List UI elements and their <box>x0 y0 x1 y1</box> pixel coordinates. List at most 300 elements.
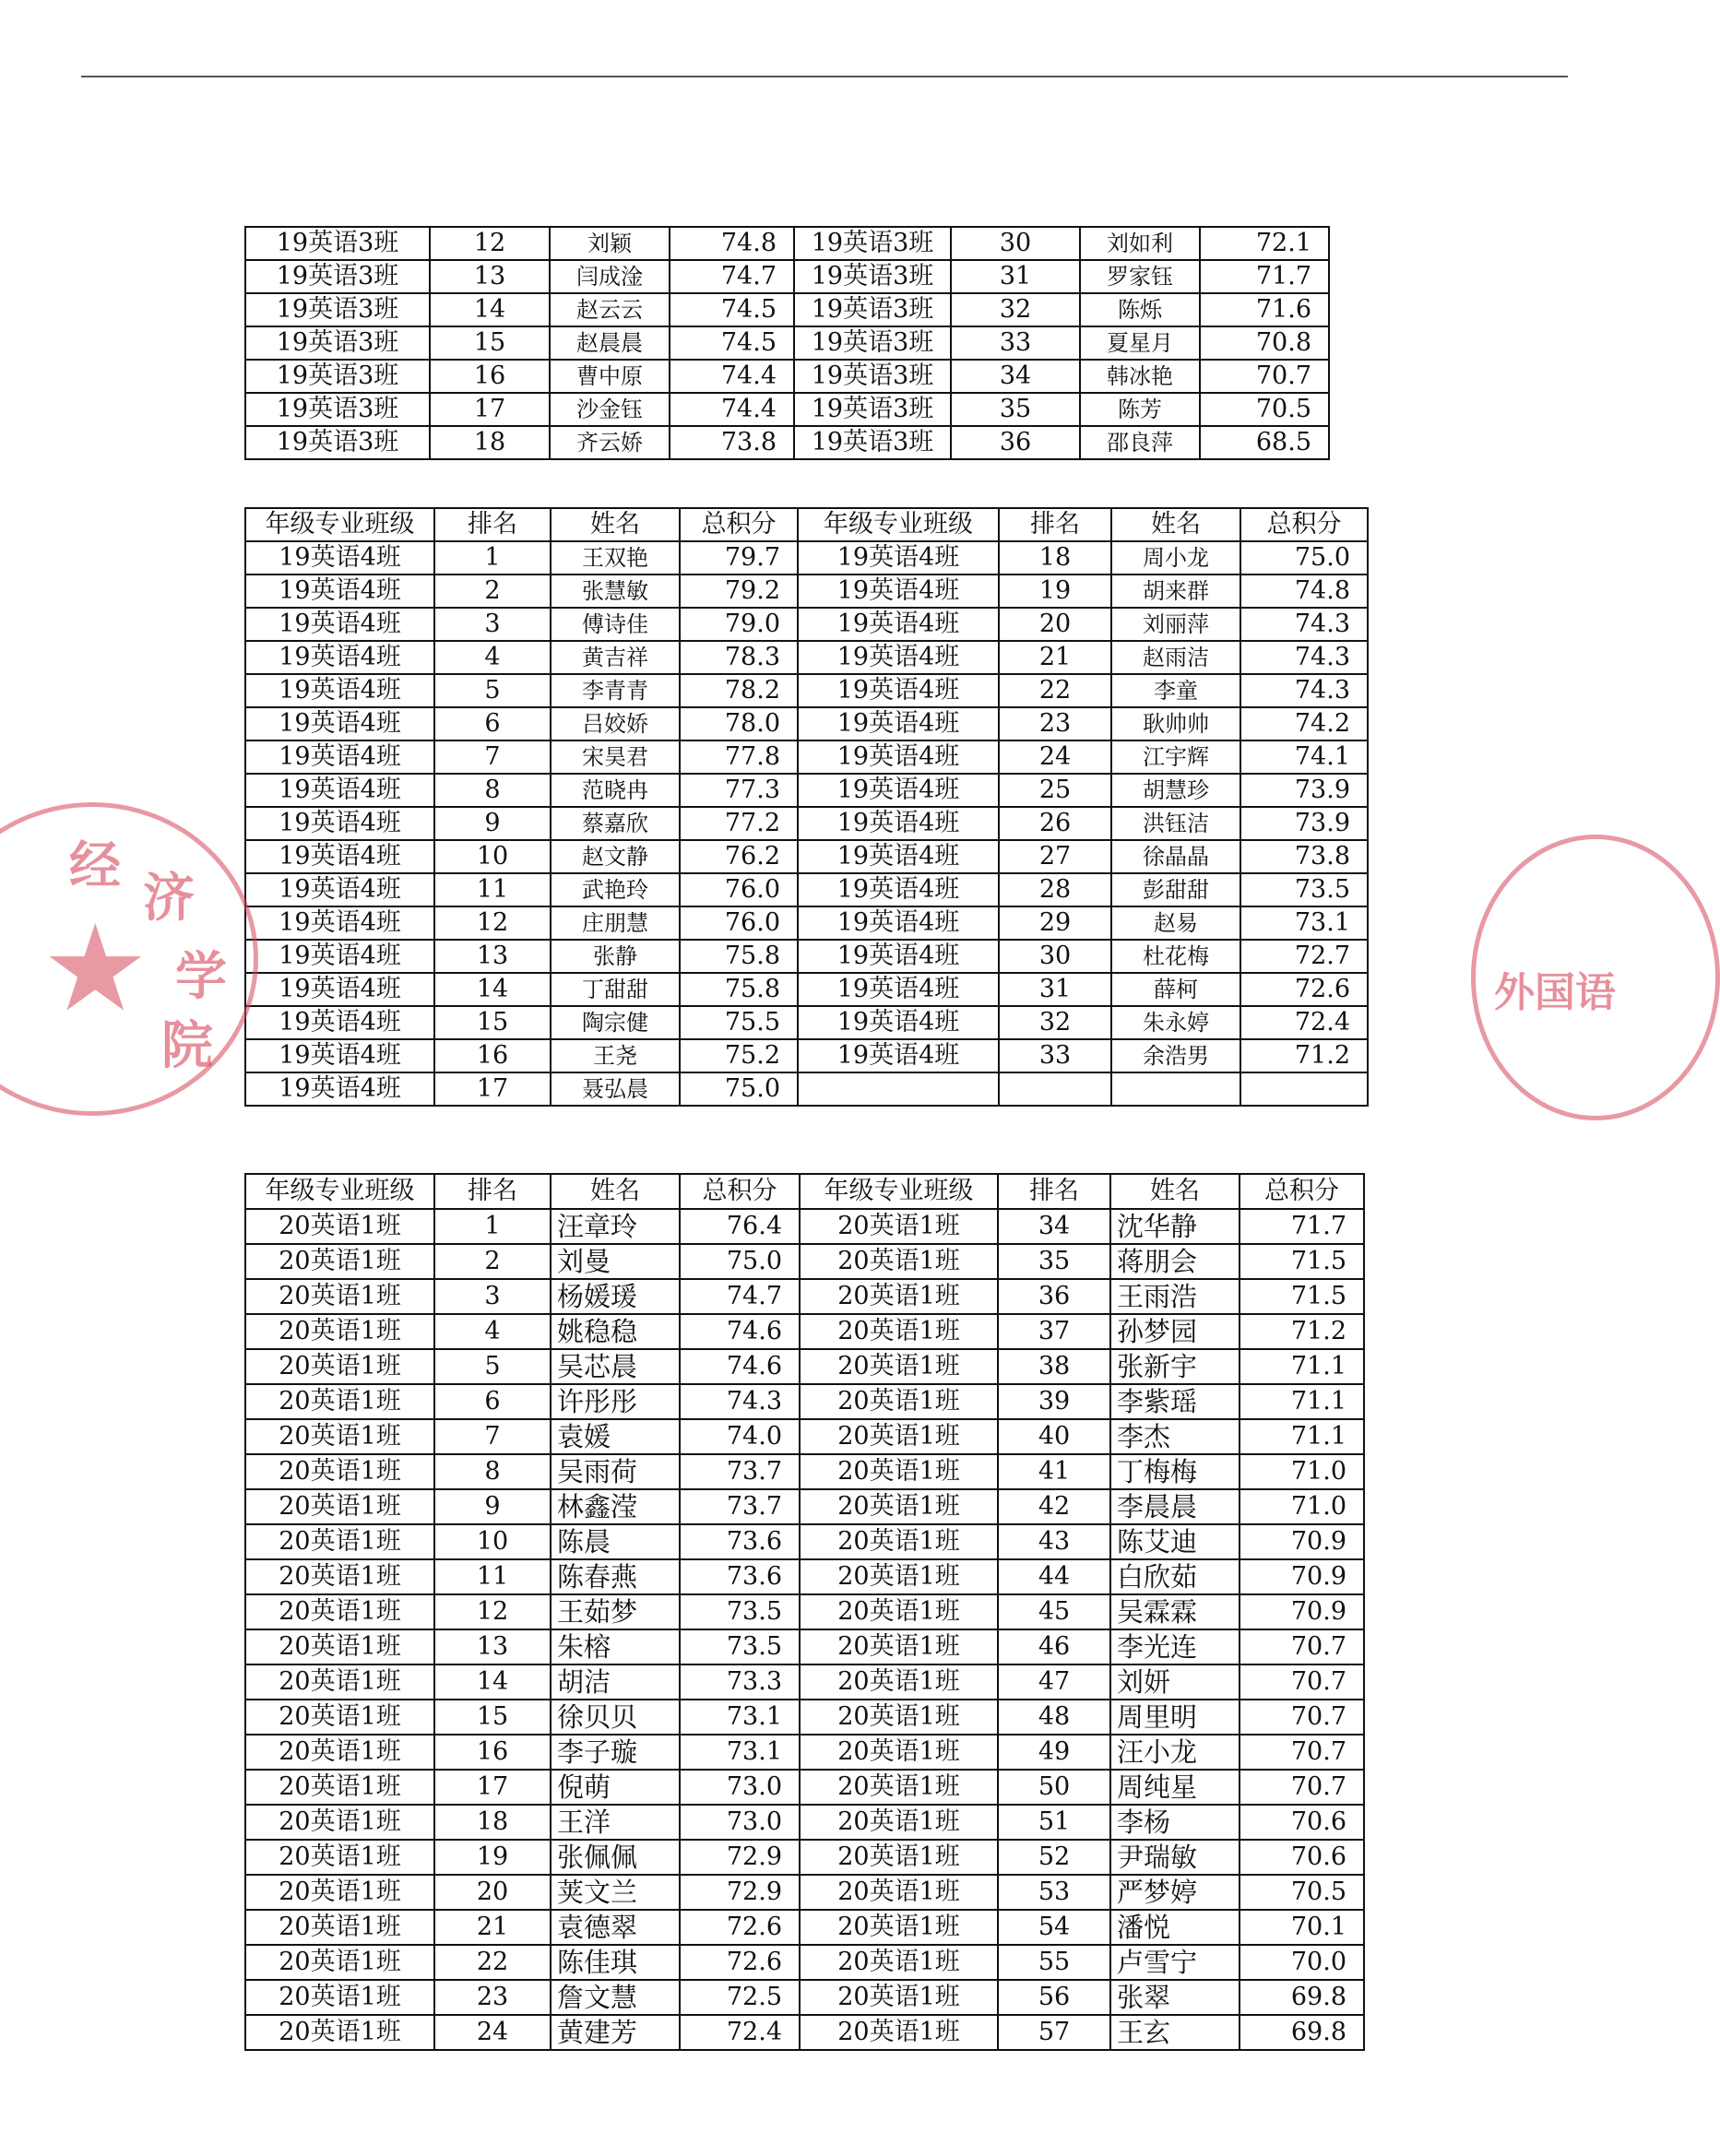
class-cell: 19英语4班 <box>798 940 999 973</box>
class-cell: 19英语4班 <box>245 906 434 940</box>
score-cell: 74.3 <box>1240 608 1368 641</box>
class-cell: 20英语1班 <box>245 1735 434 1770</box>
class-cell: 19英语3班 <box>794 326 951 360</box>
table-row <box>245 1805 1364 1840</box>
name-cell: 陈佳琪 <box>551 1945 680 1980</box>
class-cell: 19英语3班 <box>794 293 951 326</box>
name-cell: 王尧 <box>551 1039 680 1072</box>
name-cell: 吴雨荷 <box>551 1454 680 1489</box>
score-cell: 77.3 <box>680 774 798 807</box>
name-cell: 赵雨洁 <box>1111 641 1240 674</box>
column-header: 姓名 <box>551 1174 680 1209</box>
name-cell: 陈芳 <box>1080 393 1200 426</box>
class-cell: 19英语3班 <box>794 426 951 459</box>
score-cell: 74.4 <box>670 360 794 393</box>
table-block-19-english-3 <box>244 226 1330 460</box>
table-row <box>245 260 1329 293</box>
rank-cell: 36 <box>998 1279 1110 1314</box>
table-row <box>245 541 1368 575</box>
class-cell: 20英语1班 <box>245 1524 434 1559</box>
name-cell: 蒋朋会 <box>1110 1244 1240 1279</box>
score-cell: 74.5 <box>670 293 794 326</box>
name-cell: 洪钰洁 <box>1111 807 1240 840</box>
score-cell: 71.7 <box>1200 260 1329 293</box>
table-row <box>245 2015 1364 2050</box>
name-cell: 陶宗健 <box>551 1006 680 1039</box>
table-row <box>245 1770 1364 1805</box>
name-cell: 陈艾迪 <box>1110 1524 1240 1559</box>
score-cell: 72.6 <box>680 1945 800 1980</box>
rank-cell: 14 <box>434 1664 551 1700</box>
rank-cell: 17 <box>430 393 550 426</box>
score-cell: 71.2 <box>1240 1314 1364 1349</box>
table-row <box>245 1072 1368 1106</box>
score-cell: 74.6 <box>680 1349 800 1384</box>
table-row <box>245 426 1329 459</box>
name-cell: 杨媛瑗 <box>551 1279 680 1314</box>
table-row <box>245 1735 1364 1770</box>
name-cell: 李杰 <box>1110 1419 1240 1454</box>
table-row <box>245 1314 1364 1349</box>
score-cell: 75.0 <box>680 1072 798 1106</box>
column-header: 排名 <box>434 1174 551 1209</box>
score-cell: 73.5 <box>1240 873 1368 906</box>
rank-cell: 34 <box>951 360 1080 393</box>
name-cell: 黄建芳 <box>551 2015 680 2050</box>
rank-cell: 15 <box>434 1700 551 1735</box>
score-cell: 71.7 <box>1240 1209 1364 1244</box>
score-cell: 76.0 <box>680 906 798 940</box>
rank-cell: 3 <box>434 1279 551 1314</box>
table-row <box>245 326 1329 360</box>
class-cell: 19英语4班 <box>798 541 999 575</box>
name-cell: 蔡嘉欣 <box>551 807 680 840</box>
seal-star-icon: ★ <box>42 898 149 1038</box>
class-cell: 19英语3班 <box>245 260 430 293</box>
name-cell: 严梦婷 <box>1110 1875 1240 1910</box>
score-table <box>244 1173 1365 2051</box>
class-cell: 20英语1班 <box>800 1875 998 1910</box>
score-cell: 79.7 <box>680 541 798 575</box>
score-cell: 73.0 <box>680 1805 800 1840</box>
name-cell: 张静 <box>551 940 680 973</box>
name-cell: 罗家钰 <box>1080 260 1200 293</box>
class-cell: 19英语4班 <box>798 807 999 840</box>
rank-cell: 1 <box>434 1209 551 1244</box>
column-header: 姓名 <box>1110 1174 1240 1209</box>
class-cell: 20英语1班 <box>800 1524 998 1559</box>
name-cell: 孙梦园 <box>1110 1314 1240 1349</box>
score-cell: 74.6 <box>680 1314 800 1349</box>
header-row <box>245 1174 1364 1209</box>
class-cell: 20英语1班 <box>245 1454 434 1489</box>
class-cell: 19英语4班 <box>245 1072 434 1106</box>
column-header: 姓名 <box>551 508 680 541</box>
name-cell: 胡来群 <box>1111 575 1240 608</box>
class-cell: 20英语1班 <box>800 1700 998 1735</box>
rank-cell: 16 <box>434 1039 551 1072</box>
class-cell: 20英语1班 <box>245 1805 434 1840</box>
table-row <box>245 1910 1364 1945</box>
score-cell: 70.7 <box>1240 1770 1364 1805</box>
name-cell: 李杨 <box>1110 1805 1240 1840</box>
rank-cell: 47 <box>998 1664 1110 1700</box>
name-cell: 沙金钰 <box>550 393 670 426</box>
class-cell: 19英语3班 <box>245 326 430 360</box>
score-cell: 73.1 <box>680 1700 800 1735</box>
class-cell: 20英语1班 <box>800 1209 998 1244</box>
name-cell: 丁梅梅 <box>1110 1454 1240 1489</box>
score-cell: 73.6 <box>680 1524 800 1559</box>
name-cell: 闫成淦 <box>550 260 670 293</box>
rank-cell: 44 <box>998 1559 1110 1594</box>
rank-cell: 32 <box>999 1006 1111 1039</box>
rank-cell: 13 <box>434 1629 551 1664</box>
class-cell: 19英语4班 <box>245 707 434 740</box>
column-header: 排名 <box>434 508 551 541</box>
rank-cell: 57 <box>998 2015 1110 2050</box>
rank-cell: 3 <box>434 608 551 641</box>
score-cell: 75.0 <box>680 1244 800 1279</box>
rank-cell: 43 <box>998 1524 1110 1559</box>
name-cell: 杜花梅 <box>1111 940 1240 973</box>
name-cell: 胡慧珍 <box>1111 774 1240 807</box>
score-cell: 70.5 <box>1200 393 1329 426</box>
class-cell: 20英语1班 <box>245 2015 434 2050</box>
rank-cell: 38 <box>998 1349 1110 1384</box>
column-header: 年级专业班级 <box>245 1174 434 1209</box>
name-cell: 朱永婷 <box>1111 1006 1240 1039</box>
name-cell: 曹中原 <box>550 360 670 393</box>
rank-cell: 21 <box>999 641 1111 674</box>
class-cell: 19英语4班 <box>245 641 434 674</box>
score-cell: 70.7 <box>1240 1700 1364 1735</box>
rank-cell: 26 <box>999 807 1111 840</box>
class-cell: 19英语3班 <box>245 293 430 326</box>
name-cell: 周里明 <box>1110 1700 1240 1735</box>
rank-cell: 49 <box>998 1735 1110 1770</box>
name-cell: 聂弘晨 <box>551 1072 680 1106</box>
class-cell: 19英语4班 <box>245 940 434 973</box>
class-cell: 20英语1班 <box>245 1244 434 1279</box>
name-cell: 吴霖霖 <box>1110 1594 1240 1629</box>
rank-cell: 2 <box>434 575 551 608</box>
rank-cell: 23 <box>999 707 1111 740</box>
class-cell: 20英语1班 <box>245 1980 434 2015</box>
name-cell: 沈华静 <box>1110 1209 1240 1244</box>
score-cell: 70.9 <box>1240 1559 1364 1594</box>
rank-cell: 31 <box>951 260 1080 293</box>
name-cell: 宋昊君 <box>551 740 680 774</box>
score-cell: 73.5 <box>680 1594 800 1629</box>
name-cell: 王茹梦 <box>551 1594 680 1629</box>
name-cell: 赵易 <box>1111 906 1240 940</box>
class-cell: 20英语1班 <box>800 1349 998 1384</box>
score-cell: 75.8 <box>680 973 798 1006</box>
table-row <box>245 227 1329 260</box>
table-row <box>245 873 1368 906</box>
table-row <box>245 608 1368 641</box>
table-row <box>245 973 1368 1006</box>
score-cell: 74.5 <box>670 326 794 360</box>
score-cell: 71.1 <box>1240 1349 1364 1384</box>
score-cell: 76.4 <box>680 1209 800 1244</box>
score-cell: 73.1 <box>680 1735 800 1770</box>
score-cell: 72.4 <box>680 2015 800 2050</box>
table-row <box>245 293 1329 326</box>
name-cell: 倪萌 <box>551 1770 680 1805</box>
table-row <box>245 1524 1364 1559</box>
class-cell: 20英语1班 <box>800 1805 998 1840</box>
score-cell: 71.5 <box>1240 1279 1364 1314</box>
table-row <box>245 1664 1364 1700</box>
class-cell: 20英语1班 <box>245 1770 434 1805</box>
class-cell: 19英语4班 <box>798 641 999 674</box>
name-cell: 袁媛 <box>551 1419 680 1454</box>
column-header: 排名 <box>999 508 1111 541</box>
score-cell: 74.1 <box>1240 740 1368 774</box>
score-cell: 72.9 <box>680 1840 800 1875</box>
rank-cell: 20 <box>999 608 1111 641</box>
name-cell: 张慧敏 <box>551 575 680 608</box>
table-row <box>245 1594 1364 1629</box>
class-cell: 20英语1班 <box>800 1770 998 1805</box>
name-cell: 邵良萍 <box>1080 426 1200 459</box>
score-cell: 79.2 <box>680 575 798 608</box>
rank-cell <box>999 1072 1111 1106</box>
page-top-rule <box>81 76 1568 77</box>
name-cell: 韩冰艳 <box>1080 360 1200 393</box>
table-block-20-english-1 <box>244 1173 1365 2051</box>
rank-cell: 7 <box>434 740 551 774</box>
name-cell: 武艳玲 <box>551 873 680 906</box>
name-cell: 詹文慧 <box>551 1980 680 2015</box>
rank-cell: 34 <box>998 1209 1110 1244</box>
class-cell: 20英语1班 <box>800 1629 998 1664</box>
class-cell: 20英语1班 <box>245 1594 434 1629</box>
class-cell: 20英语1班 <box>245 1910 434 1945</box>
name-cell: 卢雪宁 <box>1110 1945 1240 1980</box>
table-row <box>245 1039 1368 1072</box>
class-cell: 20英语1班 <box>245 1629 434 1664</box>
name-cell: 刘颖 <box>550 227 670 260</box>
score-cell: 70.1 <box>1240 1910 1364 1945</box>
class-cell: 19英语4班 <box>245 873 434 906</box>
class-cell: 19英语4班 <box>798 973 999 1006</box>
class-cell: 19英语3班 <box>245 360 430 393</box>
score-cell: 77.2 <box>680 807 798 840</box>
score-cell: 76.0 <box>680 873 798 906</box>
score-cell: 73.0 <box>680 1770 800 1805</box>
score-cell: 70.7 <box>1240 1629 1364 1664</box>
name-cell: 袁德翠 <box>551 1910 680 1945</box>
table-row <box>245 906 1368 940</box>
column-header: 年级专业班级 <box>800 1174 998 1209</box>
rank-cell: 33 <box>951 326 1080 360</box>
column-header: 年级专业班级 <box>798 508 999 541</box>
name-cell: 余浩男 <box>1111 1039 1240 1072</box>
score-cell: 73.8 <box>670 426 794 459</box>
class-cell: 20英语1班 <box>245 1314 434 1349</box>
name-cell: 王玄 <box>1110 2015 1240 2050</box>
score-cell: 70.0 <box>1240 1945 1364 1980</box>
rank-cell: 18 <box>434 1805 551 1840</box>
table-row <box>245 1244 1364 1279</box>
rank-cell: 9 <box>434 1489 551 1524</box>
table-row <box>245 1384 1364 1419</box>
rank-cell: 17 <box>434 1072 551 1106</box>
name-cell: 赵云云 <box>550 293 670 326</box>
class-cell: 20英语1班 <box>245 1384 434 1419</box>
rank-cell: 24 <box>434 2015 551 2050</box>
rank-cell: 18 <box>999 541 1111 575</box>
name-cell: 夏星月 <box>1080 326 1200 360</box>
score-cell: 78.0 <box>680 707 798 740</box>
score-cell: 72.1 <box>1200 227 1329 260</box>
score-cell: 75.5 <box>680 1006 798 1039</box>
class-cell: 19英语4班 <box>798 774 999 807</box>
class-cell: 20英语1班 <box>245 1945 434 1980</box>
class-cell: 20英语1班 <box>800 1945 998 1980</box>
name-cell: 陈晨 <box>551 1524 680 1559</box>
table-row <box>245 1489 1364 1524</box>
column-header: 总积分 <box>1240 508 1368 541</box>
rank-cell: 11 <box>434 873 551 906</box>
rank-cell: 30 <box>999 940 1111 973</box>
rank-cell: 35 <box>951 393 1080 426</box>
score-cell: 74.8 <box>1240 575 1368 608</box>
score-cell: 71.6 <box>1200 293 1329 326</box>
score-cell: 74.7 <box>680 1279 800 1314</box>
table-row <box>245 707 1368 740</box>
score-cell: 70.7 <box>1200 360 1329 393</box>
class-cell: 19英语3班 <box>245 426 430 459</box>
class-cell: 20英语1班 <box>245 1700 434 1735</box>
class-cell: 20英语1班 <box>800 1910 998 1945</box>
name-cell: 姚稳稳 <box>551 1314 680 1349</box>
name-cell: 陈烁 <box>1080 293 1200 326</box>
score-cell: 74.3 <box>680 1384 800 1419</box>
score-cell: 75.2 <box>680 1039 798 1072</box>
rank-cell: 48 <box>998 1700 1110 1735</box>
score-cell: 75.8 <box>680 940 798 973</box>
rank-cell: 14 <box>430 293 550 326</box>
score-cell: 69.8 <box>1240 1980 1364 2015</box>
name-cell: 耿帅帅 <box>1111 707 1240 740</box>
name-cell: 李童 <box>1111 674 1240 707</box>
score-cell: 74.0 <box>680 1419 800 1454</box>
name-cell: 庄朋慧 <box>551 906 680 940</box>
score-cell: 72.5 <box>680 1980 800 2015</box>
score-cell: 70.9 <box>1240 1594 1364 1629</box>
class-cell: 20英语1班 <box>245 1559 434 1594</box>
class-cell: 20英语1班 <box>800 1384 998 1419</box>
seal-char: 院 <box>161 1016 213 1076</box>
rank-cell: 45 <box>998 1594 1110 1629</box>
table-row <box>245 1419 1364 1454</box>
name-cell <box>1111 1072 1240 1106</box>
class-cell: 20英语1班 <box>800 1244 998 1279</box>
table-block-19-english-4 <box>244 507 1369 1107</box>
score-cell: 71.1 <box>1240 1384 1364 1419</box>
name-cell: 林鑫滢 <box>551 1489 680 1524</box>
name-cell: 吕姣娇 <box>551 707 680 740</box>
class-cell: 19英语4班 <box>798 707 999 740</box>
score-cell: 75.0 <box>1240 541 1368 575</box>
class-cell: 19英语3班 <box>794 260 951 293</box>
score-cell: 70.7 <box>1240 1735 1364 1770</box>
class-cell: 20英语1班 <box>800 1559 998 1594</box>
header-row <box>245 508 1368 541</box>
rank-cell: 10 <box>434 1524 551 1559</box>
score-cell: 73.6 <box>680 1559 800 1594</box>
rank-cell: 22 <box>999 674 1111 707</box>
class-cell: 19英语4班 <box>798 1039 999 1072</box>
score-cell: 72.6 <box>680 1910 800 1945</box>
name-cell: 李光连 <box>1110 1629 1240 1664</box>
name-cell: 许彤彤 <box>551 1384 680 1419</box>
rank-cell: 28 <box>999 873 1111 906</box>
score-cell: 76.2 <box>680 840 798 873</box>
class-cell: 20英语1班 <box>245 1875 434 1910</box>
name-cell: 周小龙 <box>1111 541 1240 575</box>
class-cell: 19英语4班 <box>245 1006 434 1039</box>
rank-cell: 12 <box>434 1594 551 1629</box>
score-cell: 72.9 <box>680 1875 800 1910</box>
rank-cell: 23 <box>434 1980 551 2015</box>
name-cell: 王雨浩 <box>1110 1279 1240 1314</box>
name-cell: 白欣茹 <box>1110 1559 1240 1594</box>
rank-cell: 32 <box>951 293 1080 326</box>
rank-cell: 40 <box>998 1419 1110 1454</box>
seal-char: 经 <box>69 836 121 896</box>
official-seal-right <box>1471 835 1720 1120</box>
rank-cell: 30 <box>951 227 1080 260</box>
score-cell: 71.1 <box>1240 1419 1364 1454</box>
name-cell: 张新宇 <box>1110 1349 1240 1384</box>
table-row <box>245 774 1368 807</box>
score-cell: 73.8 <box>1240 840 1368 873</box>
name-cell: 王双艳 <box>551 541 680 575</box>
class-cell: 20英语1班 <box>245 1279 434 1314</box>
class-cell: 20英语1班 <box>245 1489 434 1524</box>
rank-cell: 19 <box>434 1840 551 1875</box>
table-row <box>245 740 1368 774</box>
rank-cell: 17 <box>434 1770 551 1805</box>
seal-char: 学 <box>175 947 227 1007</box>
official-seal-left <box>0 802 258 1116</box>
class-cell: 19英语4班 <box>245 575 434 608</box>
class-cell: 19英语3班 <box>794 227 951 260</box>
name-cell: 陈春燕 <box>551 1559 680 1594</box>
rank-cell: 53 <box>998 1875 1110 1910</box>
rank-cell: 31 <box>999 973 1111 1006</box>
score-cell: 74.4 <box>670 393 794 426</box>
rank-cell: 41 <box>998 1454 1110 1489</box>
table-row <box>245 807 1368 840</box>
rank-cell: 2 <box>434 1244 551 1279</box>
class-cell: 19英语4班 <box>798 575 999 608</box>
name-cell: 李子璇 <box>551 1735 680 1770</box>
rank-cell: 14 <box>434 973 551 1006</box>
table-row <box>245 940 1368 973</box>
column-header: 总积分 <box>680 508 798 541</box>
score-cell: 73.9 <box>1240 807 1368 840</box>
rank-cell: 5 <box>434 674 551 707</box>
seal-text: 外国语 <box>1494 969 1616 1016</box>
name-cell: 李晨晨 <box>1110 1489 1240 1524</box>
name-cell: 范晓冉 <box>551 774 680 807</box>
